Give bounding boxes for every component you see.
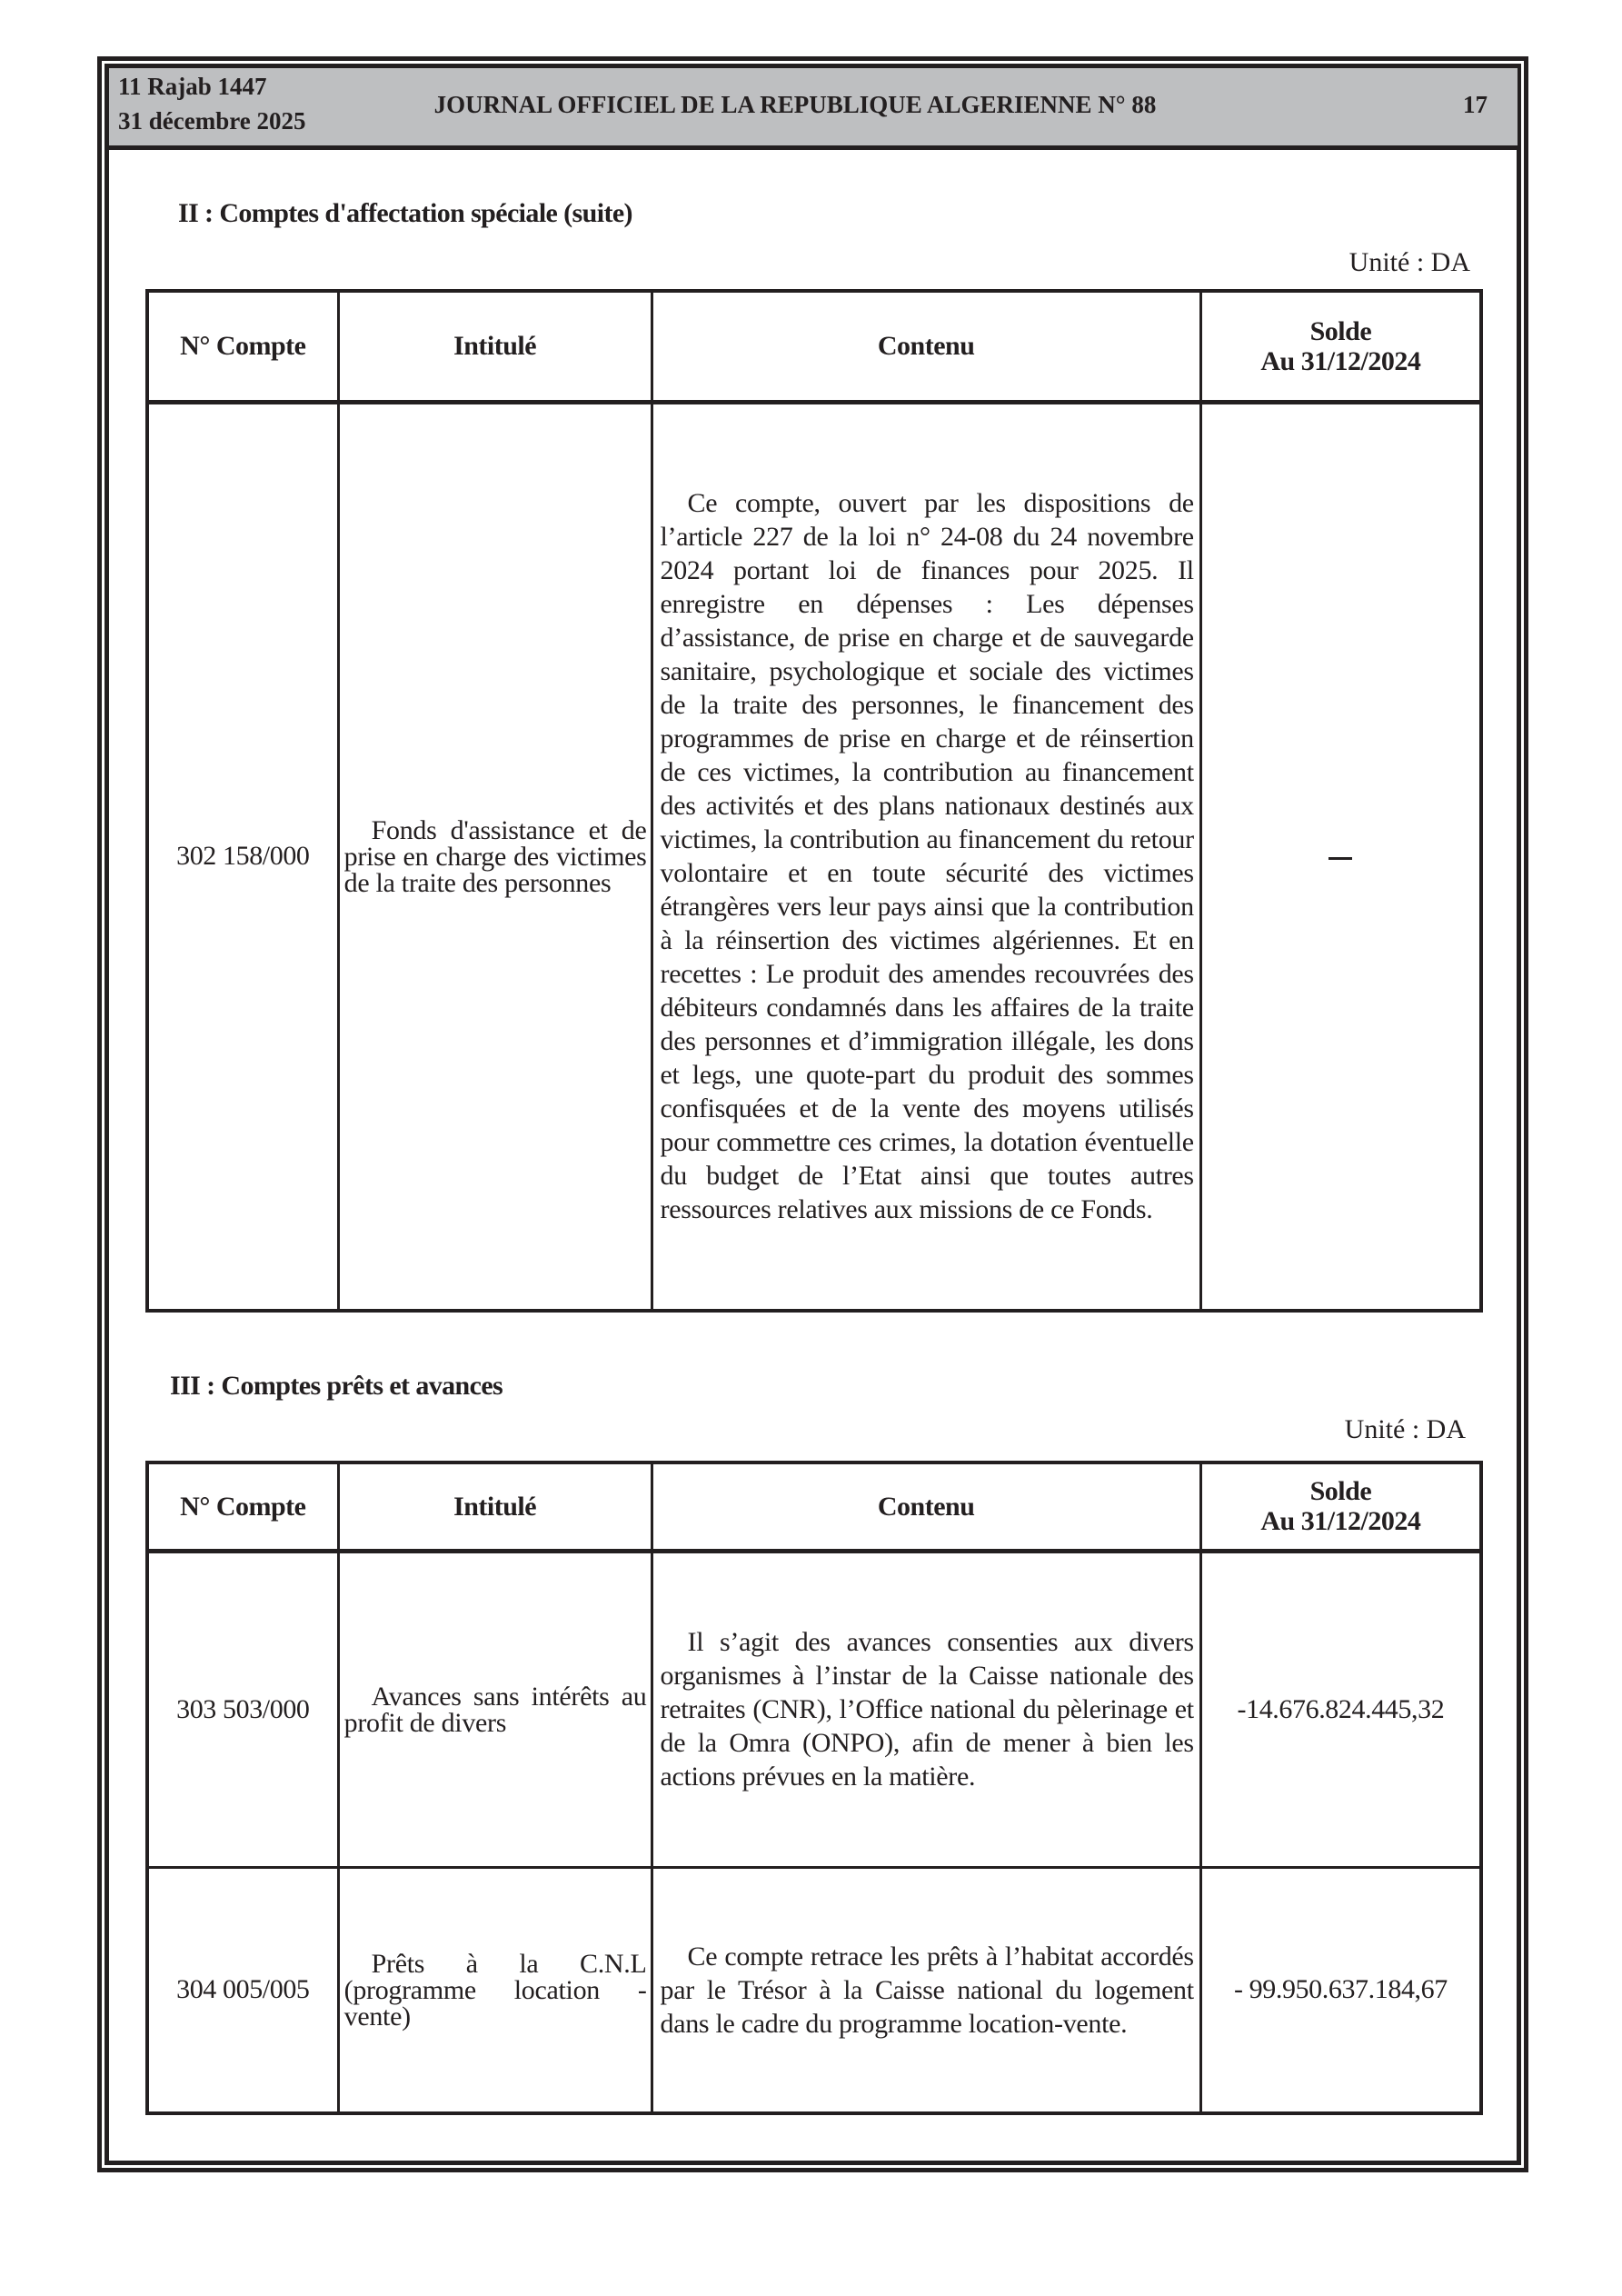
col-header-account: N° Compte [147,291,338,402]
account-content: Il s’agit des avances consenties aux divers organismes à l’instar de la Caisse nationale des retraites (CNR), l’Office national du pèlerinage et de la Omra (ONPO), afin de mener à bien les actions prévues en la matière. [652,1551,1200,1867]
journal-title: JOURNAL OFFICIEL DE LA REPUBLIQUE ALGERIENNE N° 88 [433,91,1157,118]
page-number: 17 [1463,91,1488,118]
hijri-date: 11 Rajab 1447 [118,73,267,100]
section-2-title: II : Comptes d'affectation spéciale (suite) [178,198,632,228]
col-header-balance-line1: Solde [1309,315,1372,346]
account-number: 303 503/000 [147,1551,338,1867]
account-number: 302 158/000 [147,402,338,1311]
section-2-table [145,289,1483,1313]
table-row [147,402,1481,1311]
section-2-unit: Unité : DA [1348,247,1470,277]
table-header-row [147,291,1481,402]
em-dash-icon [1328,857,1352,860]
account-balance [1200,402,1481,1311]
col-header-title: Intitulé [338,291,652,402]
account-title: Avances sans intérêts au profit de divers [338,1551,652,1867]
account-title: Fonds d'assistance et de prise en charge des victimes de la traite des personnes [338,402,652,1311]
account-balance: -14.676.824.445,32 [1200,1551,1481,1867]
account-content: Ce compte, ouvert par les dispositions de l’article 227 de la loi n° 24-08 du 24 novembre 2024 portant loi de finances pour 2025. Il enregistre en dépenses : Les dépenses d’assistance, de prise en charge et de sauvegarde sanitaire, psychologique et sociale des victimes de la traite des personnes, le financement des programmes de prise en charge et de réinsertion de ces victimes, la contribution au financement des activités et des plans nationaux destinés aux victimes, la contribution au financement du retour volontaire et en toute sécurité des victimes étrangères vers leur pays ainsi que la contribution à la réinsertion des victimes algériennes. Et en recettes : Le produit des amendes recouvrées des débiteurs condamnés dans les affaires de la traite des personnes et d’immigration illégale, les dons et legs, une quote-part du produit des sommes confisquées et de la vente des moyens utilisés pour commettre ces crimes, la dotation éventuelle du budget de l’Etat ainsi que toutes autres ressources relatives aux missions de ce Fonds. [652,402,1200,1311]
table-row [147,1867,1481,2113]
account-balance: - 99.950.637.184,67 [1200,1867,1481,2113]
col-header-title: Intitulé [338,1462,652,1551]
col-header-balance [1200,1462,1481,1551]
section-3-unit: Unité : DA [1344,1414,1466,1444]
account-title: Prêts à la C.N.L (programme location - vente) [338,1867,652,2113]
col-header-balance [1200,291,1481,402]
col-header-content: Contenu [652,291,1200,402]
section-3-table [145,1461,1483,2115]
table-row [147,1551,1481,1867]
gregorian-date: 31 décembre 2025 [118,107,306,135]
col-header-content: Contenu [652,1462,1200,1551]
table-header-row [147,1462,1481,1551]
col-header-balance-line2: Au 31/12/2024 [1260,1506,1421,1537]
col-header-balance-line2: Au 31/12/2024 [1260,345,1421,376]
col-header-balance-line1: Solde [1309,1476,1372,1507]
account-number: 304 005/005 [147,1867,338,2113]
section-3-title: III : Comptes prêts et avances [170,1371,503,1401]
col-header-account: N° Compte [147,1462,338,1551]
account-content: Ce compte retrace les prêts à l’habitat accordés par le Trésor à la Caisse national du logement dans le cadre du programme location-vente. [652,1867,1200,2113]
